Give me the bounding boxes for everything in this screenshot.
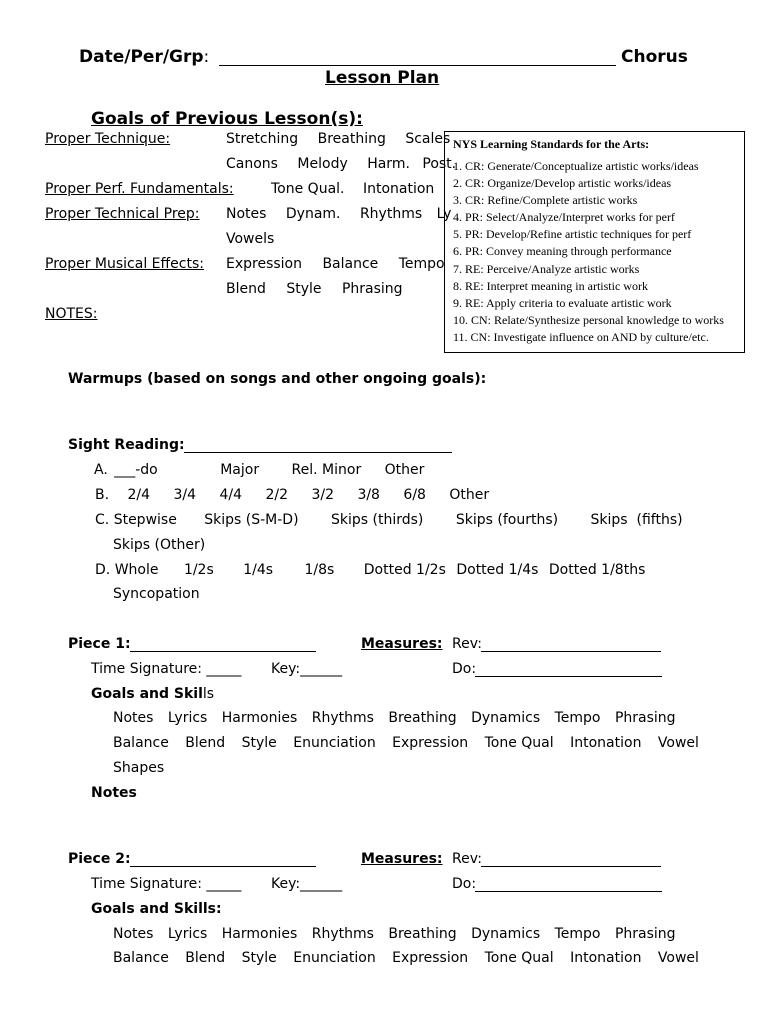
piece2-label: Piece 2: bbox=[68, 851, 131, 867]
sr-option: ___-do bbox=[114, 462, 158, 478]
skill-item: Breathing bbox=[388, 710, 457, 726]
skill-item: Intonation bbox=[570, 950, 642, 966]
piece2-do-label: Do: bbox=[452, 876, 477, 892]
skill-item: Shapes bbox=[113, 760, 165, 776]
goal-item: Style bbox=[286, 281, 322, 297]
skill-item: Dynamics bbox=[471, 710, 541, 726]
goal-item: Phrasing bbox=[341, 281, 403, 297]
piece1-measures-label: Measures: bbox=[361, 636, 443, 652]
sr-option: 1/8s bbox=[304, 562, 335, 578]
piece2-goals-heading: Goals and Skills: bbox=[91, 901, 222, 917]
piece2-skills-row1 bbox=[113, 926, 676, 942]
goal-item: Vowels bbox=[226, 231, 275, 247]
goal-item: Scales bbox=[405, 131, 451, 147]
date-per-grp-field[interactable] bbox=[219, 50, 616, 66]
proper-technique-label: Proper Technique: bbox=[45, 131, 171, 147]
piece2-rev-field[interactable] bbox=[481, 851, 661, 867]
skill-item: Enunciation bbox=[293, 950, 376, 966]
sr-option: Other bbox=[449, 487, 490, 503]
goal-item: Stretching bbox=[226, 131, 299, 147]
piece1-title-field[interactable] bbox=[130, 636, 316, 652]
skill-item: Rhythms bbox=[311, 710, 374, 726]
goal-item: Balance bbox=[322, 256, 379, 272]
goal-item: Expression bbox=[226, 256, 302, 272]
sight-reading-a: A. ___-do Major Rel. Minor Other bbox=[94, 462, 425, 478]
skill-item: Enunciation bbox=[293, 735, 376, 751]
perf-fundamentals-items bbox=[271, 181, 434, 197]
skill-item: Expression bbox=[392, 735, 469, 751]
piece1-notes-label: Notes bbox=[91, 785, 137, 801]
skill-item: Dynamics bbox=[471, 926, 541, 942]
standard-item: 6. PR: Convey meaning through performance bbox=[453, 244, 672, 259]
date-per-grp-label: Date/Per/Grp: bbox=[79, 47, 210, 67]
sr-option: Skips (Other) bbox=[113, 537, 206, 553]
standard-item: 8. RE: Interpret meaning in artistic work bbox=[453, 278, 648, 293]
skill-item: Tone Qual bbox=[484, 950, 554, 966]
piece1-skills-row2 bbox=[113, 735, 699, 751]
piece2-time-signature[interactable]: Time Signature: _____ bbox=[91, 876, 242, 892]
skill-item: Blend bbox=[185, 950, 226, 966]
sr-option: 4/4 bbox=[219, 487, 243, 503]
skill-item: Tempo bbox=[554, 926, 601, 942]
goal-item: Post. bbox=[422, 156, 457, 172]
piece1-time-signature[interactable]: Time Signature: _____ bbox=[91, 661, 242, 677]
standard-item: 9. RE: Apply criteria to evaluate artistic work bbox=[453, 295, 672, 310]
goals-previous-heading: Goals of Previous Lesson(s): bbox=[91, 109, 363, 129]
sight-reading-label: Sight Reading: bbox=[68, 437, 185, 453]
sr-option: Major bbox=[220, 462, 260, 478]
skill-item: Tempo bbox=[554, 710, 601, 726]
piece2-rev-label: Rev: bbox=[452, 851, 482, 867]
sight-reading-c: C. Stepwise Skips (S-M-D) Skips (thirds) Skips (fourths) Skips (fifths) bbox=[95, 512, 683, 528]
skill-item: Breathing bbox=[388, 926, 457, 942]
standard-item: 3. CR: Refine/Complete artistic works bbox=[453, 193, 638, 208]
sr-option: Dotted 1/8ths bbox=[548, 562, 646, 578]
skill-item: Lyrics bbox=[167, 710, 208, 726]
piece1-rev-field[interactable] bbox=[481, 636, 661, 652]
sr-option: Other bbox=[384, 462, 425, 478]
musical-effects-items-row2 bbox=[226, 281, 403, 297]
sr-option: 6/8 bbox=[403, 487, 426, 503]
notes-label: NOTES: bbox=[45, 306, 98, 322]
proper-perf-fundamentals-label: Proper Perf. Fundamentals: bbox=[45, 181, 234, 197]
goal-item: Notes bbox=[226, 206, 267, 222]
sr-option: 3/2 bbox=[311, 487, 334, 503]
skill-item: Style bbox=[241, 950, 277, 966]
skill-item: Tone Qual bbox=[484, 735, 554, 751]
goal-item: Ly bbox=[436, 206, 452, 222]
goal-item: Blend bbox=[226, 281, 266, 297]
sr-option: Dotted 1/2s bbox=[363, 562, 446, 578]
goal-item: Canons bbox=[226, 156, 278, 172]
skill-item: Phrasing bbox=[614, 710, 676, 726]
skill-item: Vowel bbox=[657, 735, 699, 751]
sr-option: Skips (S-M-D) bbox=[204, 512, 299, 528]
standard-item: 4. PR: Select/Analyze/Interpret works for perf bbox=[453, 210, 675, 225]
piece2-measures-label: Measures: bbox=[361, 851, 443, 867]
sight-reading-b: B. 2/4 3/4 4/4 2/2 3/2 3/8 6/8 Other bbox=[95, 487, 490, 503]
standards-title: NYS Learning Standards for the Arts: bbox=[453, 137, 650, 151]
piece2-key[interactable]: Key:______ bbox=[271, 876, 343, 892]
sr-option: 2/4 bbox=[127, 487, 151, 503]
piece1-label: Piece 1: bbox=[68, 636, 131, 652]
sr-option: Dotted 1/4s bbox=[456, 562, 539, 578]
sr-option: Skips (thirds) bbox=[331, 512, 424, 528]
skill-item: Notes bbox=[113, 926, 154, 942]
proper-musical-effects-label: Proper Musical Effects: bbox=[45, 256, 204, 272]
skill-item: Intonation bbox=[570, 735, 642, 751]
piece1-goals-heading: Goals and Skills bbox=[91, 686, 215, 702]
sr-option: 2/2 bbox=[265, 487, 288, 503]
skill-item: Lyrics bbox=[167, 926, 208, 942]
goal-item: Rhythms bbox=[359, 206, 423, 222]
standard-item: 7. RE: Perceive/Analyze artistic works bbox=[453, 261, 640, 276]
piece1-key[interactable]: Key:______ bbox=[271, 661, 343, 677]
chorus-title: Chorus bbox=[621, 47, 688, 67]
goal-item: Dynam. bbox=[285, 206, 341, 222]
sr-option: 3/4 bbox=[173, 487, 197, 503]
sr-option: Syncopation bbox=[113, 586, 200, 602]
piece2-skills-row2 bbox=[113, 950, 699, 966]
sr-option: 1/2s bbox=[183, 562, 214, 578]
piece2-do-field[interactable] bbox=[475, 876, 662, 892]
goal-item: Breathing bbox=[317, 131, 386, 147]
piece1-do-field[interactable] bbox=[475, 661, 662, 677]
skill-item: Vowel bbox=[657, 950, 699, 966]
standard-item: 10. CN: Relate/Synthesize personal knowledge to works bbox=[453, 312, 724, 327]
skill-item: Blend bbox=[185, 735, 226, 751]
goal-item: Tone Qual. bbox=[271, 181, 345, 197]
standard-item: 11. CN: Investigate influence on AND by culture/etc. bbox=[453, 329, 709, 344]
goal-item: Tempo bbox=[398, 256, 445, 272]
standard-item: 1. CR: Generate/Conceptualize artistic works/ideas bbox=[453, 159, 699, 173]
skill-item: Phrasing bbox=[614, 926, 676, 942]
piece1-do-label: Do: bbox=[452, 661, 477, 677]
sr-option: Skips (fourths) bbox=[455, 512, 559, 528]
sr-option: Whole bbox=[114, 562, 159, 578]
goal-item: Melody bbox=[297, 156, 348, 172]
skill-item: Notes bbox=[113, 710, 154, 726]
sr-option: 3/8 bbox=[357, 487, 380, 503]
skill-item: Balance bbox=[113, 735, 169, 751]
piece1-skills-row1 bbox=[113, 710, 676, 726]
nys-standards-box bbox=[444, 131, 745, 353]
proper-technical-prep-label: Proper Technical Prep: bbox=[45, 206, 200, 222]
sr-option: Stepwise bbox=[113, 512, 177, 528]
goal-item: Harm. bbox=[367, 156, 410, 172]
musical-effects-items-row1 bbox=[226, 256, 445, 272]
lesson-plan-title: Lesson Plan bbox=[325, 68, 440, 88]
skill-item: Harmonies bbox=[221, 926, 298, 942]
standard-item: 5. PR: Develop/Refine artistic techniques for perf bbox=[453, 227, 692, 242]
skill-item: Balance bbox=[113, 950, 169, 966]
technical-prep-items-row1 bbox=[226, 206, 451, 222]
skill-item: Harmonies bbox=[221, 710, 298, 726]
sr-option: Skips (fifths) bbox=[590, 512, 683, 528]
warmups-label: Warmups (based on songs and other ongoing goals): bbox=[68, 371, 487, 387]
piece2-title-field[interactable] bbox=[130, 851, 316, 867]
standard-item: 2. CR: Organize/Develop artistic works/ideas bbox=[453, 176, 672, 191]
technique-items-row2 bbox=[226, 156, 456, 172]
sight-reading-field[interactable] bbox=[184, 437, 452, 453]
skill-item: Rhythms bbox=[311, 926, 374, 942]
technique-items-row1 bbox=[226, 131, 450, 147]
sight-reading-d: D. Whole 1/2s 1/4s 1/8s Dotted 1/2s Dotted 1/4s Dotted 1/8ths bbox=[95, 562, 646, 578]
sr-option: 1/4s bbox=[243, 562, 274, 578]
piece1-rev-label: Rev: bbox=[452, 636, 482, 652]
skill-item: Expression bbox=[392, 950, 469, 966]
goal-item: Intonation bbox=[362, 181, 435, 197]
sr-option: Rel. Minor bbox=[291, 462, 362, 478]
skill-item: Style bbox=[241, 735, 277, 751]
